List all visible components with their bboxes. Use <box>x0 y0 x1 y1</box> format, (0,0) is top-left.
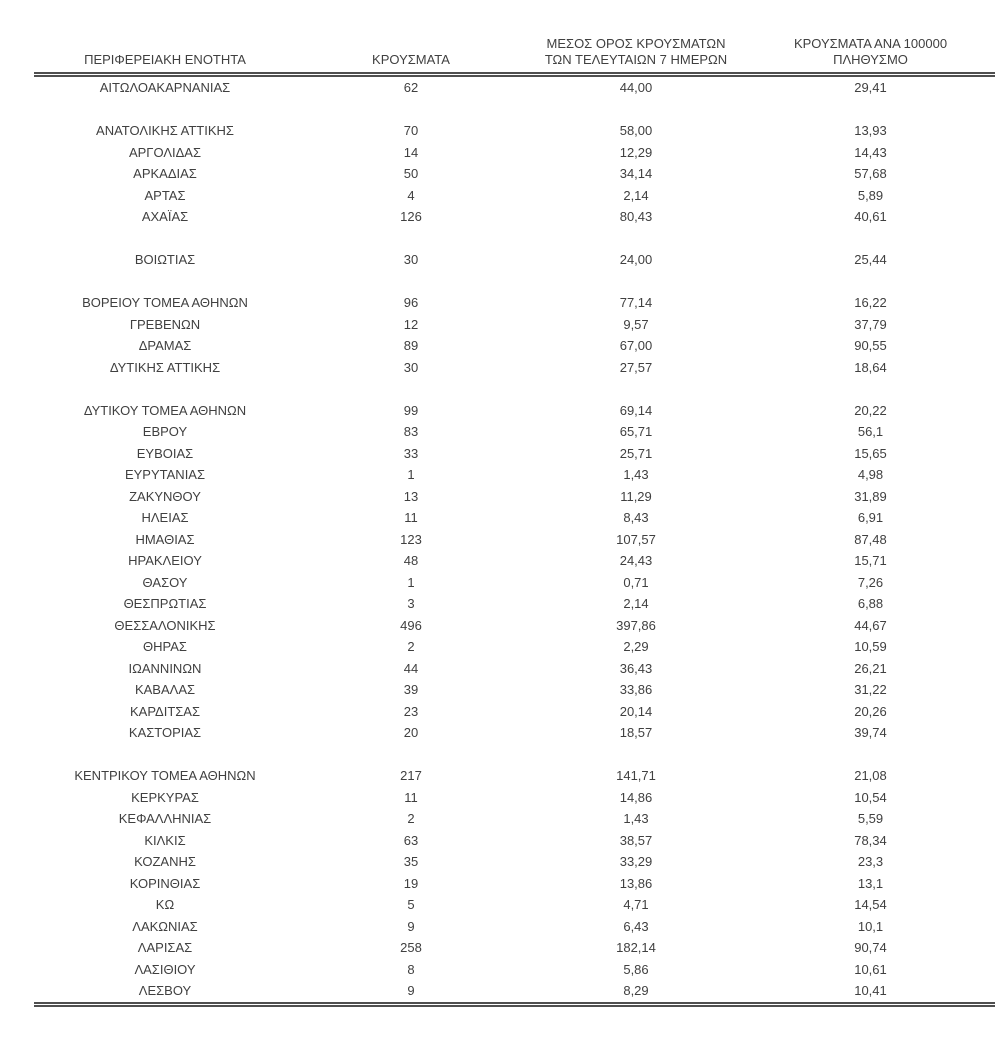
table-row <box>34 464 995 486</box>
per100k-value-cell: 31,89 <box>854 488 887 504</box>
avg7-value-cell: 14,86 <box>619 789 653 805</box>
avg7-value-cell: 1,43 <box>623 467 649 483</box>
per100k-value-cell: 25,44 <box>854 252 887 268</box>
region-name-cell: ΔΥΤΙΚΟΥ ΤΟΜΕΑ ΑΘΗΝΩΝ <box>83 402 247 418</box>
per100k-value-cell: 57,68 <box>854 166 887 182</box>
region-name-cell: ΓΡΕΒΕΝΩΝ <box>129 316 201 332</box>
region-name-cell: ΚΟΖΑΝΗΣ <box>134 854 196 870</box>
table-row <box>34 443 995 465</box>
table-row <box>34 75 995 99</box>
spacer-row <box>34 228 995 250</box>
per100k-value-cell: 21,08 <box>854 768 887 784</box>
avg7-value-cell: 9,57 <box>623 316 649 332</box>
table-row <box>34 529 995 551</box>
region-name-cell: ΛΑΚΩΝΙΑΣ <box>132 918 198 934</box>
avg7-value-cell: 2,14 <box>623 187 649 203</box>
avg7-value-cell: 2,29 <box>623 639 649 655</box>
cases-value-cell: 30 <box>403 252 419 268</box>
per100k-value-cell: 14,43 <box>854 144 887 160</box>
table-row <box>34 507 995 529</box>
table-row <box>34 335 995 357</box>
per100k-value-cell: 14,54 <box>854 897 887 913</box>
table-row <box>34 916 995 938</box>
table-row <box>34 120 995 142</box>
region-name-cell: ΖΑΚΥΝΘΟΥ <box>129 488 201 504</box>
per100k-value-cell: 13,1 <box>857 875 884 891</box>
table-row <box>34 980 995 1004</box>
cases-value-cell: 496 <box>400 617 422 633</box>
region-name-cell: ΘΗΡΑΣ <box>143 639 187 655</box>
cases-value-cell: 5 <box>407 897 415 913</box>
header-regional-unit <box>34 24 296 75</box>
region-name-cell: ΗΜΑΘΙΑΣ <box>135 531 195 547</box>
cases-value-cell: 1 <box>407 574 415 590</box>
table-row <box>34 636 995 658</box>
table-row <box>34 658 995 680</box>
region-name-cell: ΙΩΑΝΝΙΝΩΝ <box>128 660 202 676</box>
per100k-value-cell: 13,93 <box>854 123 887 139</box>
spacer-cell <box>34 378 995 400</box>
cases-value-cell: 11 <box>404 510 418 526</box>
table-row <box>34 722 995 744</box>
cases-value-cell: 44 <box>403 660 419 676</box>
avg7-value-cell: 24,00 <box>619 252 653 268</box>
spacer-cell <box>34 228 995 250</box>
table-row <box>34 959 995 981</box>
table-row <box>34 249 995 271</box>
per100k-value-cell: 6,91 <box>857 510 884 526</box>
avg7-value-cell: 33,86 <box>619 682 653 698</box>
region-name-cell: ΔΡΑΜΑΣ <box>138 338 192 354</box>
cases-value-cell: 33 <box>403 445 419 461</box>
cases-value-cell: 2 <box>407 639 415 655</box>
cases-value-cell: 12 <box>403 316 419 332</box>
table-row <box>34 851 995 873</box>
per100k-value-cell: 5,89 <box>857 187 884 203</box>
cases-value-cell: 62 <box>403 80 419 96</box>
region-name-cell: ΔΥΤΙΚΗΣ ΑΤΤΙΚΗΣ <box>109 359 221 375</box>
per100k-value-cell: 15,65 <box>854 445 887 461</box>
region-name-cell: ΚΟΡΙΝΘΙΑΣ <box>129 875 201 891</box>
header-regional-unit-label: ΠΕΡΙΦΕΡΕΙΑΚΗ ΕΝΟΤΗΤΑ <box>84 52 246 67</box>
table-row <box>34 314 995 336</box>
region-name-cell: ΕΥΒΟΙΑΣ <box>136 445 194 461</box>
table-row <box>34 357 995 379</box>
spacer-row <box>34 99 995 121</box>
per100k-value-cell: 78,34 <box>854 832 887 848</box>
avg7-value-cell: 12,29 <box>619 144 653 160</box>
table-row <box>34 765 995 787</box>
cases-value-cell: 30 <box>403 359 419 375</box>
cases-value-cell: 9 <box>296 980 526 1004</box>
table-row <box>34 679 995 701</box>
region-name-cell: ΘΑΣΟΥ <box>142 574 188 590</box>
region-name-cell: ΒΟΡΕΙΟΥ ΤΟΜΕΑ ΑΘΗΝΩΝ <box>82 295 248 311</box>
avg7-value-cell: 38,57 <box>619 832 653 848</box>
region-name-cell: ΑΡΚΑΔΙΑΣ <box>133 166 197 182</box>
region-name-cell: ΛΑΡΙΣΑΣ <box>137 940 193 956</box>
per100k-value-cell: 4,98 <box>857 467 884 483</box>
avg7-value-cell: 34,14 <box>619 166 653 182</box>
cases-value-cell: 217 <box>400 768 422 784</box>
table-row <box>34 615 995 637</box>
cases-value-cell: 89 <box>403 338 419 354</box>
table-row <box>34 421 995 443</box>
per100k-value-cell: 40,61 <box>854 209 887 225</box>
header-per100k-label-line2: ΠΛΗΘΥΣΜΟ <box>833 52 908 67</box>
cases-value-cell: 99 <box>403 402 419 418</box>
per100k-value-cell: 87,48 <box>854 531 887 547</box>
table-row <box>34 701 995 723</box>
table-row <box>34 550 995 572</box>
region-name-cell: ΚΙΛΚΙΣ <box>144 832 186 848</box>
avg7-value-cell: 8,29 <box>526 980 746 1004</box>
region-name-cell: ΑΡΤΑΣ <box>144 187 186 203</box>
table-row <box>34 400 995 422</box>
cases-value-cell: 2 <box>407 811 415 827</box>
avg7-value-cell: 27,57 <box>619 359 653 375</box>
region-name-cell: ΕΥΡΥΤΑΝΙΑΣ <box>124 467 206 483</box>
per100k-value-cell: 10,59 <box>854 639 887 655</box>
region-name-cell: ΗΡΑΚΛΕΙΟΥ <box>128 553 202 569</box>
avg7-value-cell: 24,43 <box>619 553 653 569</box>
avg7-value-cell: 107,57 <box>616 531 656 547</box>
cases-value-cell: 19 <box>403 875 419 891</box>
region-name-cell: ΚΑΣΤΟΡΙΑΣ <box>128 725 202 741</box>
avg7-value-cell: 5,86 <box>623 961 649 977</box>
cases-value-cell: 13 <box>403 488 419 504</box>
region-name-cell: ΚΑΒΑΛΑΣ <box>134 682 196 698</box>
cases-value-cell: 20 <box>403 725 419 741</box>
region-name-cell: ΛΑΣΙΘΙΟΥ <box>134 961 196 977</box>
table-row <box>34 830 995 852</box>
avg7-value-cell: 44,00 <box>619 80 653 96</box>
table-row <box>34 206 995 228</box>
cases-value-cell: 23 <box>403 703 419 719</box>
avg7-value-cell: 18,57 <box>619 725 653 741</box>
header-avg7 <box>526 24 746 75</box>
header-cases-label: ΚΡΟΥΣΜΑΤΑ <box>372 52 450 67</box>
region-name-cell: ΑΡΓΟΛΙΔΑΣ <box>128 144 202 160</box>
region-name-cell: ΚΑΡΔΙΤΣΑΣ <box>129 703 201 719</box>
spacer-cell <box>34 271 995 293</box>
per100k-value-cell: 37,79 <box>854 316 887 332</box>
table-row <box>34 593 995 615</box>
per100k-value-cell: 16,22 <box>854 295 887 311</box>
cases-value-cell: 8 <box>407 961 415 977</box>
per100k-value-cell: 5,59 <box>857 811 884 827</box>
cases-value-cell: 3 <box>407 596 415 612</box>
spacer-cell <box>34 99 995 121</box>
avg7-value-cell: 141,71 <box>616 768 656 784</box>
per100k-value-cell: 6,88 <box>857 596 884 612</box>
avg7-value-cell: 67,00 <box>619 338 653 354</box>
per100k-value-cell: 10,54 <box>854 789 887 805</box>
per100k-value-cell: 20,22 <box>854 402 887 418</box>
cases-value-cell: 258 <box>400 940 422 956</box>
avg7-value-cell: 80,43 <box>619 209 653 225</box>
table-row <box>34 142 995 164</box>
per100k-value-cell: 23,3 <box>857 854 884 870</box>
region-name-cell: ΚΩ <box>155 897 175 913</box>
avg7-value-cell: 25,71 <box>619 445 653 461</box>
per100k-value-cell: 10,61 <box>854 961 887 977</box>
spacer-row <box>34 378 995 400</box>
table-row <box>34 185 995 207</box>
avg7-value-cell: 69,14 <box>619 402 653 418</box>
table-row <box>34 787 995 809</box>
header-cases <box>296 24 526 75</box>
avg7-value-cell: 58,00 <box>619 123 653 139</box>
cases-value-cell: 14 <box>403 144 419 160</box>
spacer-row <box>34 744 995 766</box>
header-avg7-label-line2: ΤΩΝ ΤΕΛΕΥΤΑΙΩΝ 7 ΗΜΕΡΩΝ <box>544 52 728 67</box>
table-row <box>34 937 995 959</box>
per100k-value-cell: 31,22 <box>854 682 887 698</box>
region-name-cell: ΘΕΣΠΡΩΤΙΑΣ <box>123 596 207 612</box>
region-name-cell: ΚΕΡΚΥΡΑΣ <box>131 789 199 805</box>
cases-value-cell: 83 <box>403 424 419 440</box>
region-name-cell: ΑΧΑΪΑΣ <box>141 209 189 225</box>
per100k-value-cell: 10,41 <box>746 980 995 1004</box>
region-name-cell: ΚΕΝΤΡΙΚΟΥ ΤΟΜΕΑ ΑΘΗΝΩΝ <box>74 768 256 784</box>
per100k-value-cell: 7,26 <box>857 574 884 590</box>
cases-value-cell: 63 <box>403 832 419 848</box>
avg7-value-cell: 0,71 <box>623 574 649 590</box>
cases-value-cell: 70 <box>403 123 419 139</box>
table-row <box>34 292 995 314</box>
cases-value-cell: 35 <box>403 854 419 870</box>
region-name-cell: ΒΟΙΩΤΙΑΣ <box>134 252 196 268</box>
per100k-value-cell: 56,1 <box>857 424 884 440</box>
cases-value-cell: 9 <box>407 918 415 934</box>
avg7-value-cell: 397,86 <box>616 617 656 633</box>
cases-value-cell: 96 <box>403 295 419 311</box>
per100k-value-cell: 18,64 <box>854 359 887 375</box>
per100k-value-cell: 15,71 <box>854 553 887 569</box>
cases-value-cell: 4 <box>407 187 415 203</box>
avg7-value-cell: 36,43 <box>619 660 653 676</box>
avg7-value-cell: 13,86 <box>619 875 653 891</box>
region-name-cell: ΚΕΦΑΛΛΗΝΙΑΣ <box>118 811 212 827</box>
table-row <box>34 486 995 508</box>
regional-cases-table <box>34 24 995 1007</box>
avg7-value-cell: 33,29 <box>619 854 653 870</box>
per100k-value-cell: 39,74 <box>854 725 887 741</box>
table-body <box>34 75 995 1005</box>
cases-value-cell: 39 <box>403 682 419 698</box>
per100k-value-cell: 44,67 <box>854 617 887 633</box>
header-per100k-label-line1: ΚΡΟΥΣΜΑΤΑ ΑΝΑ 100000 <box>793 36 948 51</box>
per100k-value-cell: 10,1 <box>857 918 884 934</box>
cases-value-cell: 48 <box>403 553 419 569</box>
cases-value-cell: 126 <box>400 209 422 225</box>
avg7-value-cell: 1,43 <box>623 811 649 827</box>
table-row <box>34 808 995 830</box>
region-name-cell: ΑΙΤΩΛΟΑΚΑΡΝΑΝΙΑΣ <box>99 80 231 96</box>
table-header <box>34 24 995 75</box>
cases-value-cell: 1 <box>407 467 415 483</box>
region-name-cell: ΑΝΑΤΟΛΙΚΗΣ ΑΤΤΙΚΗΣ <box>96 123 234 139</box>
table-row <box>34 163 995 185</box>
table-row <box>34 572 995 594</box>
avg7-value-cell: 6,43 <box>623 918 649 934</box>
spacer-cell <box>34 744 995 766</box>
avg7-value-cell: 2,14 <box>623 596 649 612</box>
region-name-cell: ΘΕΣΣΑΛΟΝΙΚΗΣ <box>114 617 216 633</box>
avg7-value-cell: 65,71 <box>619 424 653 440</box>
avg7-value-cell: 77,14 <box>619 295 653 311</box>
avg7-value-cell: 182,14 <box>616 940 656 956</box>
spacer-row <box>34 271 995 293</box>
per100k-value-cell: 90,74 <box>854 940 887 956</box>
avg7-value-cell: 8,43 <box>623 510 649 526</box>
cases-value-cell: 123 <box>400 531 422 547</box>
region-name-cell: ΗΛΕΙΑΣ <box>141 510 189 526</box>
header-per100k <box>746 24 995 75</box>
table-row <box>34 873 995 895</box>
per100k-value-cell: 90,55 <box>854 338 887 354</box>
cases-value-cell: 50 <box>403 166 419 182</box>
region-name-cell: ΕΒΡΟΥ <box>142 424 188 440</box>
header-avg7-label-line1: ΜΕΣΟΣ ΟΡΟΣ ΚΡΟΥΣΜΑΤΩΝ <box>546 36 726 51</box>
region-name-cell: ΛΕΣΒΟΥ <box>34 980 296 1004</box>
header-row <box>34 24 995 75</box>
table-row <box>34 894 995 916</box>
per100k-value-cell: 20,26 <box>854 703 887 719</box>
per100k-value-cell: 26,21 <box>854 660 887 676</box>
avg7-value-cell: 4,71 <box>623 897 649 913</box>
avg7-value-cell: 20,14 <box>619 703 653 719</box>
per100k-value-cell: 29,41 <box>854 80 887 96</box>
cases-value-cell: 11 <box>404 789 418 805</box>
avg7-value-cell: 11,29 <box>620 488 652 504</box>
